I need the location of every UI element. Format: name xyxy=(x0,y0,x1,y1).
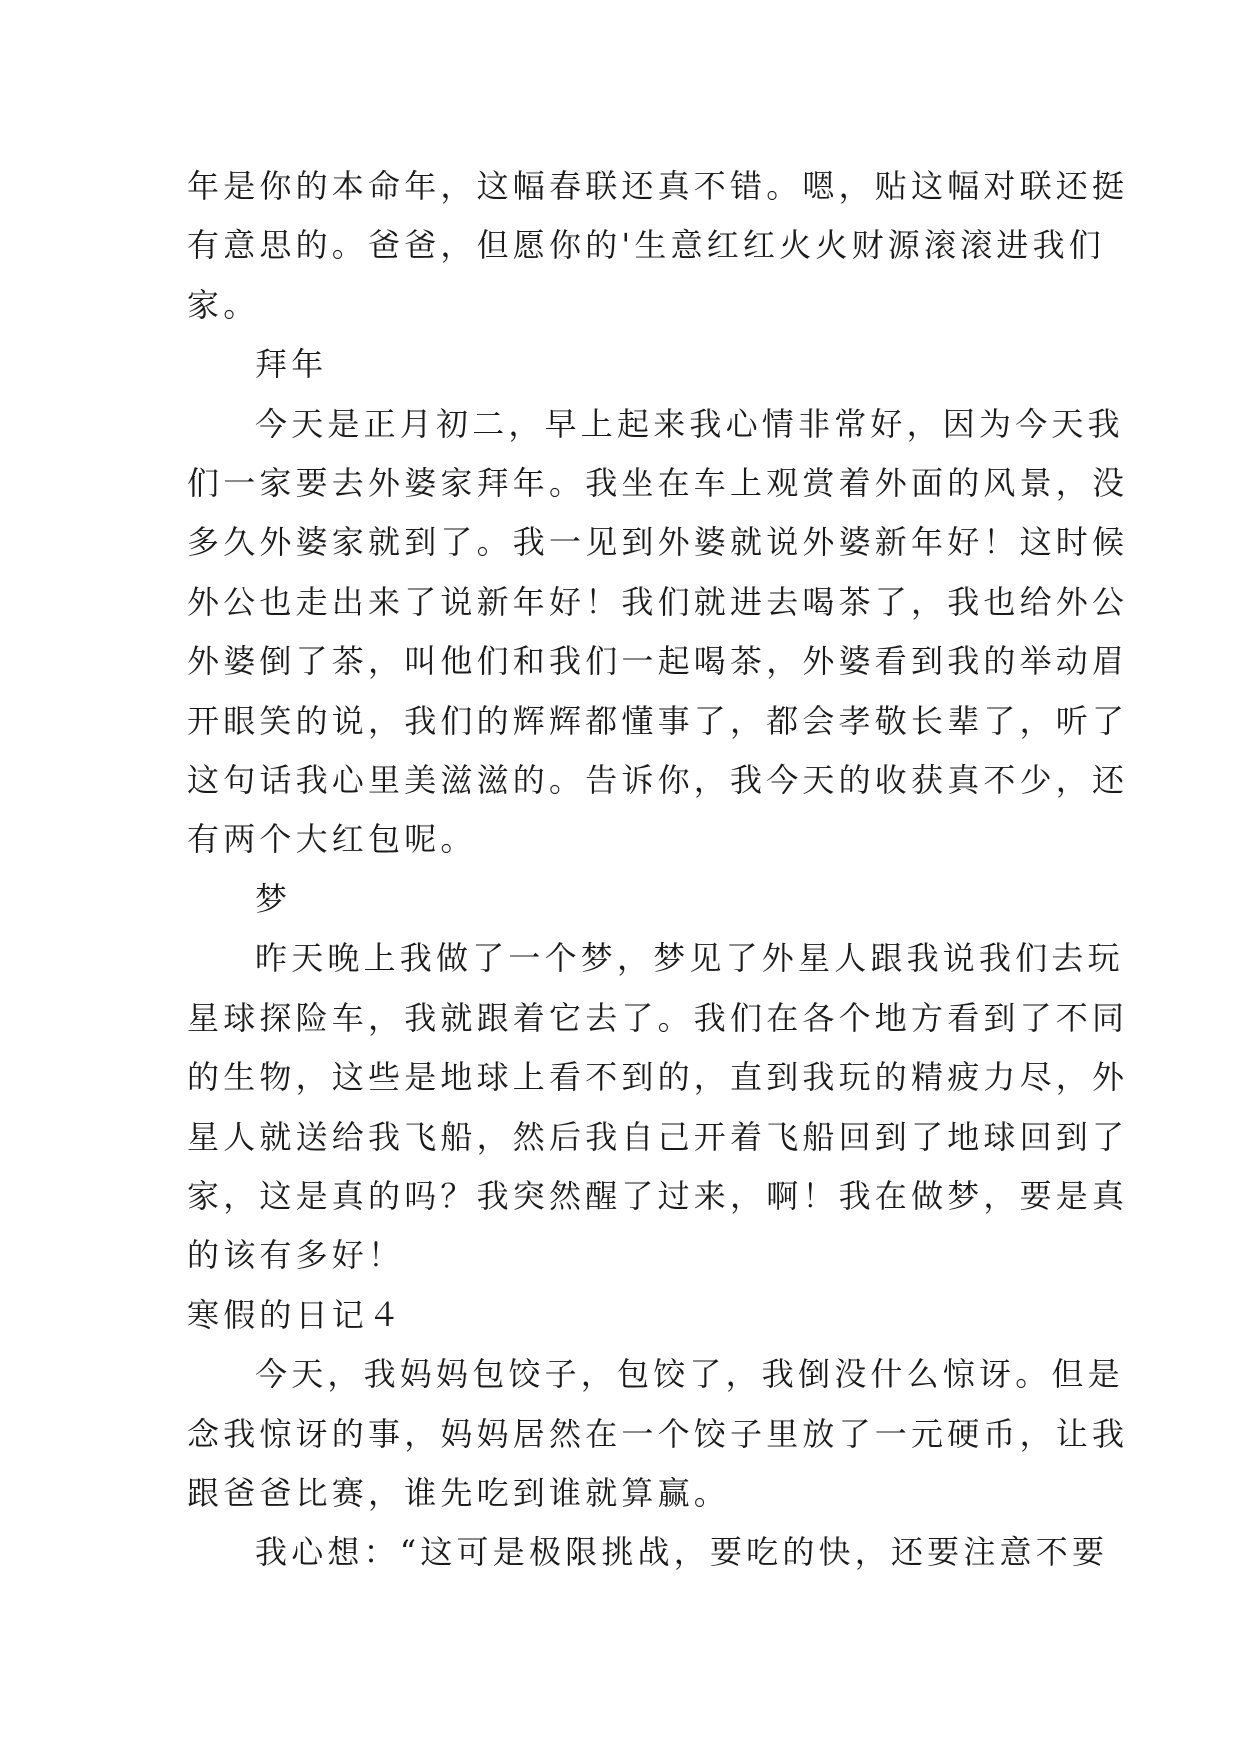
text-line: 外婆倒了茶，叫他们和我们一起喝茶，外婆看到我的举动眉 xyxy=(187,642,1129,681)
text-line: 有意思的。爸爸，但愿你的'生意红红火火财源滚滚进我们 xyxy=(187,226,1105,265)
section-heading-dream: 梦 xyxy=(255,879,292,918)
paragraph-dream xyxy=(187,929,1129,1285)
text-line: 这句话我心里美滋滋的。告诉你，我今天的收获真不少，还 xyxy=(187,761,1129,800)
text-line: 今天，我妈妈包饺子，包饺了，我倒没什么惊讶。但是 xyxy=(255,1355,1124,1394)
text-line: 我心想：“这可是极限挑战，要吃的快，还要注意不要 xyxy=(255,1533,1109,1572)
text-line: 有两个大红包呢。 xyxy=(187,820,477,859)
document-page xyxy=(187,157,1129,1583)
text-line: 多久外婆家就到了。我一见到外婆就说外婆新年好！这时候 xyxy=(187,523,1129,562)
text-line: 星球探险车，我就跟着它去了。我们在各个地方看到了不同 xyxy=(187,998,1129,1037)
text-line: 跟爸爸比赛，谁先吃到谁就算赢。 xyxy=(187,1473,731,1512)
text-line: 家，这是真的吗？我突然醒了过来，啊！我在做梦，要是真 xyxy=(187,1176,1129,1215)
text-line: 年是你的本命年，这幅春联还真不错。嗯，贴这幅对联还挺 xyxy=(187,167,1129,205)
text-line: 家。 xyxy=(187,285,260,324)
text-line: 念我惊讶的事，妈妈居然在一个饺子里放了一元硬币，让我 xyxy=(187,1414,1129,1453)
paragraph-dumplings xyxy=(187,1345,1129,1523)
paragraph-new-year-visit xyxy=(187,395,1129,870)
text-line: 开眼笑的说，我们的辉辉都懂事了，都会孝敬长辈了，听了 xyxy=(187,701,1129,740)
text-line: 的该有多好！ xyxy=(187,1236,405,1275)
paragraph-challenge xyxy=(187,1523,1109,1582)
text-line: 的生物，这些是地球上看不到的，直到我玩的精疲力尽，外 xyxy=(187,1058,1129,1097)
text-line: 们一家要去外婆家拜年。我坐在车上观赏着外面的风景，没 xyxy=(187,464,1129,503)
text-line: 外公也走出来了说新年好！我们就进去喝茶了，我也给外公 xyxy=(187,582,1129,621)
section-heading-winter-diary-4: 寒假的日记４ xyxy=(187,1295,405,1334)
text-line: 昨天晚上我做了一个梦，梦见了外星人跟我说我们去玩 xyxy=(255,939,1124,978)
paragraph-spring-couplet xyxy=(187,157,1129,335)
text-line: 星人就送给我飞船，然后我自己开着飞船回到了地球回到了 xyxy=(187,1117,1129,1156)
section-heading-new-year-visit: 拜年 xyxy=(255,345,328,384)
text-line: 今天是正月初二，早上起来我心情非常好，因为今天我 xyxy=(255,404,1124,443)
